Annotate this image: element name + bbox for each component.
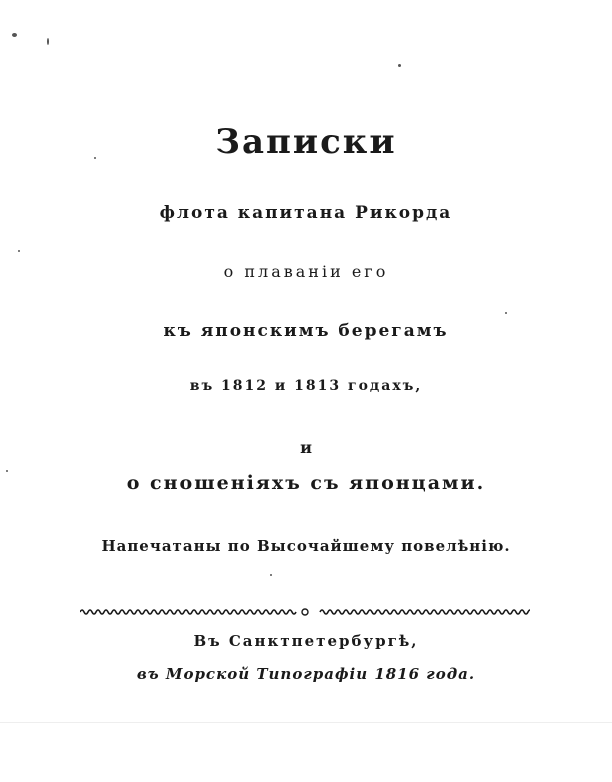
relations-line: о сношенiяхъ съ японцами.	[126, 472, 486, 494]
imprint-press: въ Морской Типографiи 1816 года.	[136, 665, 476, 683]
page-edge	[0, 722, 612, 723]
scan-speck	[12, 33, 17, 37]
scan-speck	[47, 38, 49, 45]
imprint-city: Въ Санктпетербургѣ,	[193, 632, 419, 650]
scan-speck	[505, 312, 507, 314]
scan-speck	[94, 157, 96, 159]
years-line: въ 1812 и 1813 годахъ,	[189, 378, 423, 394]
scan-speck	[398, 64, 401, 67]
author-line: флота капитана Рикорда	[159, 203, 453, 223]
scan-speck	[18, 250, 20, 252]
decorative-wavy-rule	[80, 607, 530, 617]
conjunction-line: и	[300, 438, 312, 457]
book-title: Записки	[215, 122, 397, 162]
scan-speck	[6, 470, 8, 472]
printed-by-order-line: Напечатаны по Высочайшему повелѣнiю.	[101, 537, 511, 555]
voyage-line: о плаванiи его	[223, 262, 389, 281]
scan-speck	[270, 574, 272, 576]
shores-line: къ японскимъ берегамъ	[163, 321, 449, 341]
